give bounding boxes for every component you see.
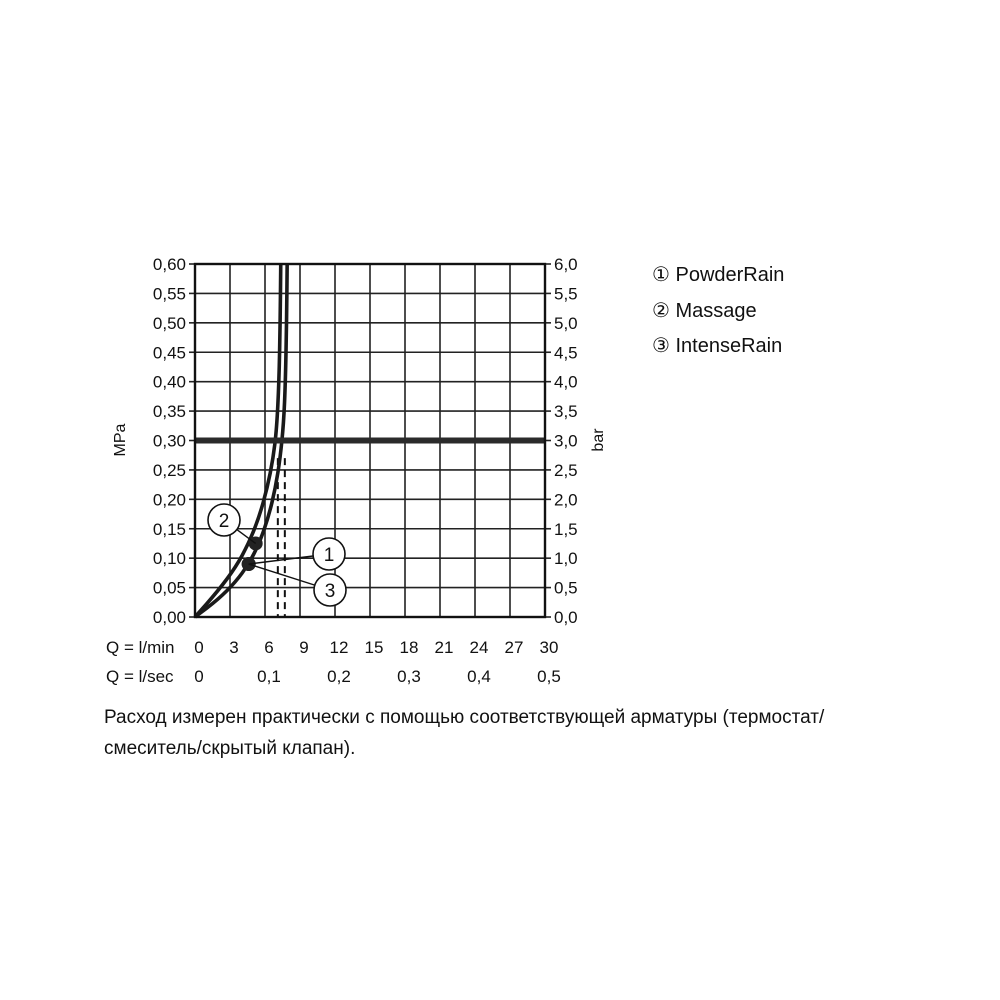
left-tick-label: 0,45 [152, 343, 186, 363]
x-tick-lsec: 0 [194, 667, 204, 686]
x-tick-lmin: 30 [539, 638, 559, 657]
legend-item-massage: ② Massage [652, 300, 757, 322]
right-tick-label: 5,5 [554, 284, 578, 304]
left-tick-label: 0,30 [152, 431, 186, 451]
left-tick-label: 0,20 [152, 490, 186, 510]
x-tick-lsec: 0,3 [397, 667, 421, 686]
note-line-2: смеситель/скрытый клапан). [104, 738, 356, 759]
x-tick-lsec: 0,5 [537, 667, 561, 686]
right-tick-label: 3,0 [554, 431, 578, 451]
right-tick-label: 4,0 [554, 372, 578, 392]
x-axis-lmin-label: Q = l/min [106, 638, 175, 657]
measurement-note [104, 702, 924, 764]
right-tick-label: 5,0 [554, 313, 578, 333]
x-tick-lmin: 21 [434, 638, 454, 657]
callout-number-2: 2 [218, 511, 230, 532]
left-axis-label: MPa [112, 423, 129, 457]
right-tick-label: 3,5 [554, 402, 578, 422]
right-tick-label: 2,5 [554, 460, 578, 480]
left-tick-label: 0,35 [152, 402, 186, 422]
right-tick-label: 6,0 [554, 255, 578, 274]
x-tick-lmin: 9 [299, 638, 309, 657]
x-axis-lsec-label: Q = l/sec [106, 667, 174, 686]
x-tick-lmin: 6 [264, 638, 274, 657]
x-tick-lmin: 24 [469, 638, 489, 657]
left-tick-label: 0,10 [152, 549, 186, 569]
left-tick-label: 0,25 [152, 460, 186, 480]
x-tick-lsec: 0,4 [467, 667, 491, 686]
right-tick-label: 4,5 [554, 343, 578, 363]
dashed-lines [278, 458, 285, 617]
x-tick-lmin: 18 [399, 638, 419, 657]
right-tick-label: 1,5 [554, 519, 578, 539]
right-tick-label: 1,0 [554, 549, 578, 569]
left-tick-label: 0,05 [152, 578, 186, 598]
right-tick-label: 0,0 [554, 608, 578, 627]
x-tick-lmin: 12 [329, 638, 349, 657]
callout-number-3: 3 [324, 581, 336, 602]
x-tick-lmin: 27 [504, 638, 524, 657]
left-tick-label: 0,55 [152, 284, 186, 304]
callout-number-1: 1 [323, 545, 335, 566]
left-tick-label: 0,15 [152, 519, 186, 539]
left-tick-label: 0,60 [152, 255, 186, 274]
x-tick-lmin: 15 [364, 638, 384, 657]
legend-item-powderrain: ① PowderRain [652, 264, 785, 286]
marker-dot-massage [249, 536, 263, 550]
left-tick-label: 0,50 [152, 313, 186, 333]
x-tick-lsec: 0,1 [257, 667, 281, 686]
legend-item-intenserain: ③ IntenseRain [652, 335, 783, 357]
x-tick-lmin: 0 [194, 638, 204, 657]
left-tick-label: 0,40 [152, 372, 186, 392]
right-tick-label: 0,5 [554, 578, 578, 598]
left-tick-label: 0,00 [152, 608, 186, 627]
x-tick-lmin: 3 [229, 638, 239, 657]
x-tick-lsec: 0,2 [327, 667, 351, 686]
note-line-1: Расход измерен практически с помощью соответствующей арматуры (термостат/ [104, 707, 825, 728]
right-axis-label: bar [590, 428, 607, 452]
right-tick-label: 2,0 [554, 490, 578, 510]
